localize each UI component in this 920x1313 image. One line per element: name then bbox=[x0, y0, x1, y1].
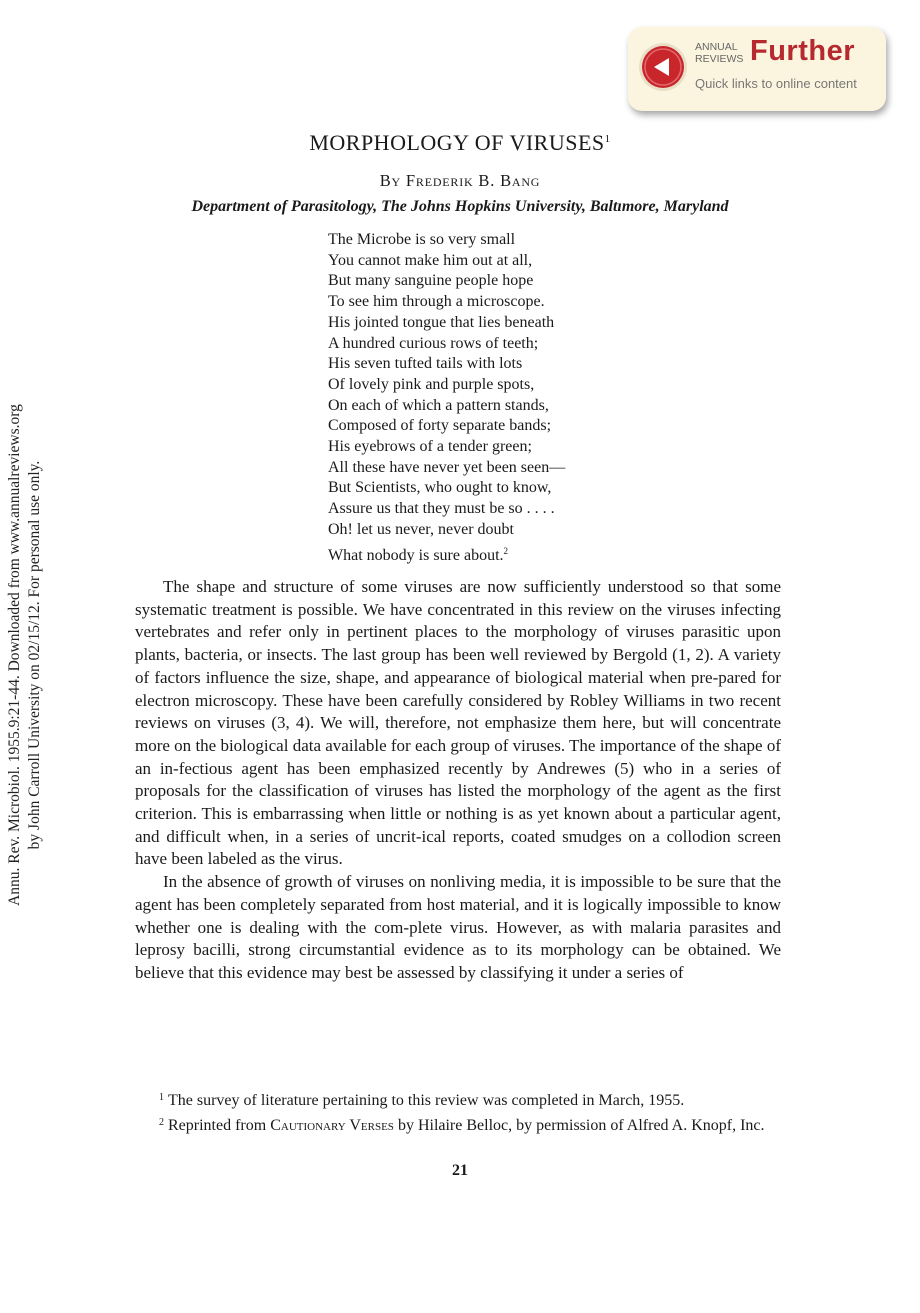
author-affiliation: Department of Parasitology, The Johns Hopkins University, Baltımore, Maryland bbox=[191, 198, 729, 215]
annual-reviews-logo: ANNUAL REVIEWS bbox=[695, 41, 744, 65]
download-notice-line1: Annu. Rev. Microbiol. 1955.9:21-44. Downloaded from www.annualreviews.org bbox=[6, 404, 23, 906]
article-title: MORPHOLOGY OF VIRUSES$^1$ bbox=[309, 130, 611, 155]
poem-line: A hundred curious rows of teeth; bbox=[328, 334, 539, 352]
poem-line: All these have never yet been seen— bbox=[328, 458, 566, 476]
book-title: Cautionary Verses bbox=[270, 1116, 394, 1134]
further-banner[interactable] bbox=[628, 27, 886, 111]
download-notice bbox=[3, 380, 47, 930]
body-paragraph: In the absence of growth of viruses on nonliving media, it is impossible to be sure that the agent has been completely separated from host material, and it is logically impossible to know whether one is dealing with the com-plete virus. However, as with malaria parasites and leprosy bacilli, strong circumstantial evidence as to its morphology can be obtained. We believe that this evidence may best be assessed by classifying it under a series of bbox=[135, 872, 781, 982]
poem-line: Composed of forty separate bands; bbox=[328, 417, 552, 435]
poem-line: Of lovely pink and purple spots, bbox=[328, 375, 535, 393]
poem-line: His seven tufted tails with lots bbox=[328, 355, 523, 373]
footnote-2: $^2$ Reprinted from Cautionary Verses by Hilaire Belloc, by permission of Alfred A. Knopf, Inc. bbox=[159, 1116, 765, 1134]
download-notice-line2: by John Carroll University on 02/15/12. For personal use only. bbox=[26, 460, 43, 850]
back-arrow-icon[interactable] bbox=[642, 46, 684, 88]
poem-line: Assure us that they must be so . . . . bbox=[328, 500, 555, 518]
body-paragraph: The shape and structure of some viruses are now sufficiently understood so that some systematic treatment is possible. We have concentrated in this review on the viruses infecting vertebrates and refer only in pertinent places to the morphology of viruses parasitic upon plants, bacteria, or insects. The last group has been well reviewed by Bergold (1, 2). A variety of factors influence the size, shape, and appearance of biological material when pre-pared for electron microscopy. These have been carefully considered by Robley Williams in two recent reviews on viruses (3, 4). We will, therefore, not emphasize them here, but will concentrate more on the biological data available for each group of viruses. The importance of the shape of an in-fectious agent has been emphasized recently by Andrewes (5) who in a series of proposals for the classification of viruses has listed the morphology of the agent as the first criterion. This is embarrassing when little or nothing is as yet known about a particular agent, and difficult when, in a series of uncrit-ical reports, coated smudges on a collodion screen have been labeled as the virus. bbox=[135, 577, 781, 869]
poem-line: His jointed tongue that lies beneath bbox=[328, 313, 555, 331]
footnote-1: $^1$ The survey of literature pertaining to this review was completed in March, 1955. bbox=[159, 1092, 685, 1109]
article-body bbox=[135, 576, 781, 985]
author-byline: By Frederik B. Bang bbox=[379, 171, 541, 190]
quick-links-text[interactable]: Quick links to online content bbox=[695, 76, 857, 91]
poem-line: What nobody is sure about.$^2$ bbox=[328, 545, 509, 564]
poem-line: Oh! let us never, never doubt bbox=[328, 520, 514, 538]
title-footnote-mark: 1 bbox=[604, 133, 611, 145]
poem-footnote-mark: 2 bbox=[503, 545, 509, 556]
poem-line: His eyebrows of a tender green; bbox=[328, 438, 532, 456]
poem-line: But Scientists, who ought to know, bbox=[328, 479, 552, 497]
poem-line: You cannot make him out at all, bbox=[328, 251, 533, 269]
footnotes bbox=[135, 1087, 781, 1136]
poem-line: The Microbe is so very small bbox=[328, 231, 516, 248]
poem-line: To see him through a microscope. bbox=[328, 293, 545, 311]
further-title[interactable]: Further bbox=[750, 35, 855, 67]
epigraph-poem bbox=[328, 230, 628, 566]
page-number: 21 bbox=[452, 1162, 468, 1179]
poem-line: But many sanguine people hope bbox=[328, 272, 534, 290]
poem-line: On each of which a pattern stands, bbox=[328, 396, 549, 414]
